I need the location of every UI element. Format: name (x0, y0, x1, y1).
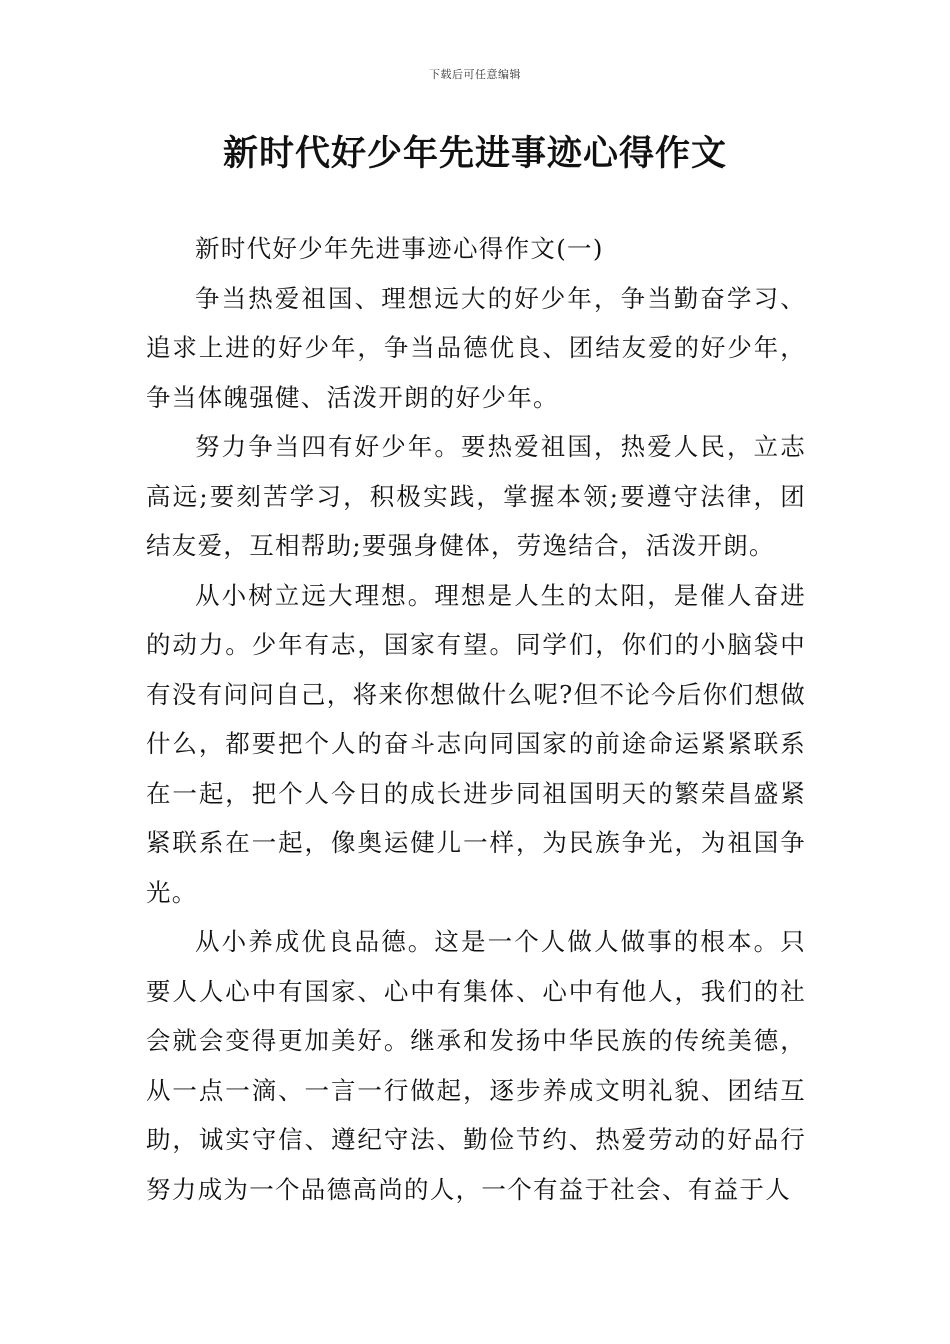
paragraph-subtitle: 新时代好少年先进事迹心得作文(一) (195, 234, 604, 263)
paragraph: 从小树立远大理想。理想是人生的太阳，是催人奋进的动力。少年有志，国家有望。同学们，你们的小脑袋中有没有问问自己，将来你想做什么呢?但不论今后你们想做什么，都要把个人的奋斗志向同国家的前途命运紧紧联系在一起，把个人今日的成长进步同祖国明天的繁荣昌盛紧紧联系在一起，像奥运健儿一样，为民族争光，为祖国争光。 (146, 580, 806, 907)
document-body (146, 224, 806, 1214)
document-title: 新时代好少年先进事迹心得作文 (222, 134, 727, 174)
paragraph: 努力争当四有好少年。要热爱祖国，热爱人民，立志高远;要刻苦学习，积极实践，掌握本领;要遵守法律，团结友爱，互相帮助;要强身健体，劳逸结合，活泼开朗。 (146, 432, 806, 560)
paragraph: 争当热爱祖国、理想远大的好少年，争当勤奋学习、追求上进的好少年，争当品德优良、团结友爱的好少年，争当体魄强健、活泼开朗的好少年。 (146, 283, 806, 412)
paragraph: 从小养成优良品德。这是一个人做人做事的根本。只要人人心中有国家、心中有集体、心中有他人，我们的社会就会变得更加美好。继承和发扬中华民族的传统美德，从一点一滴、一言一行做起，逐步养成文明礼貌、团结互助，诚实守信、遵纪守法、勤俭节约、热爱劳动的好品行努力成为一个品德高尚的人，一个有益于社会、有益于人 (146, 927, 806, 1204)
header-note: 下载后可任意编辑 (429, 68, 521, 81)
